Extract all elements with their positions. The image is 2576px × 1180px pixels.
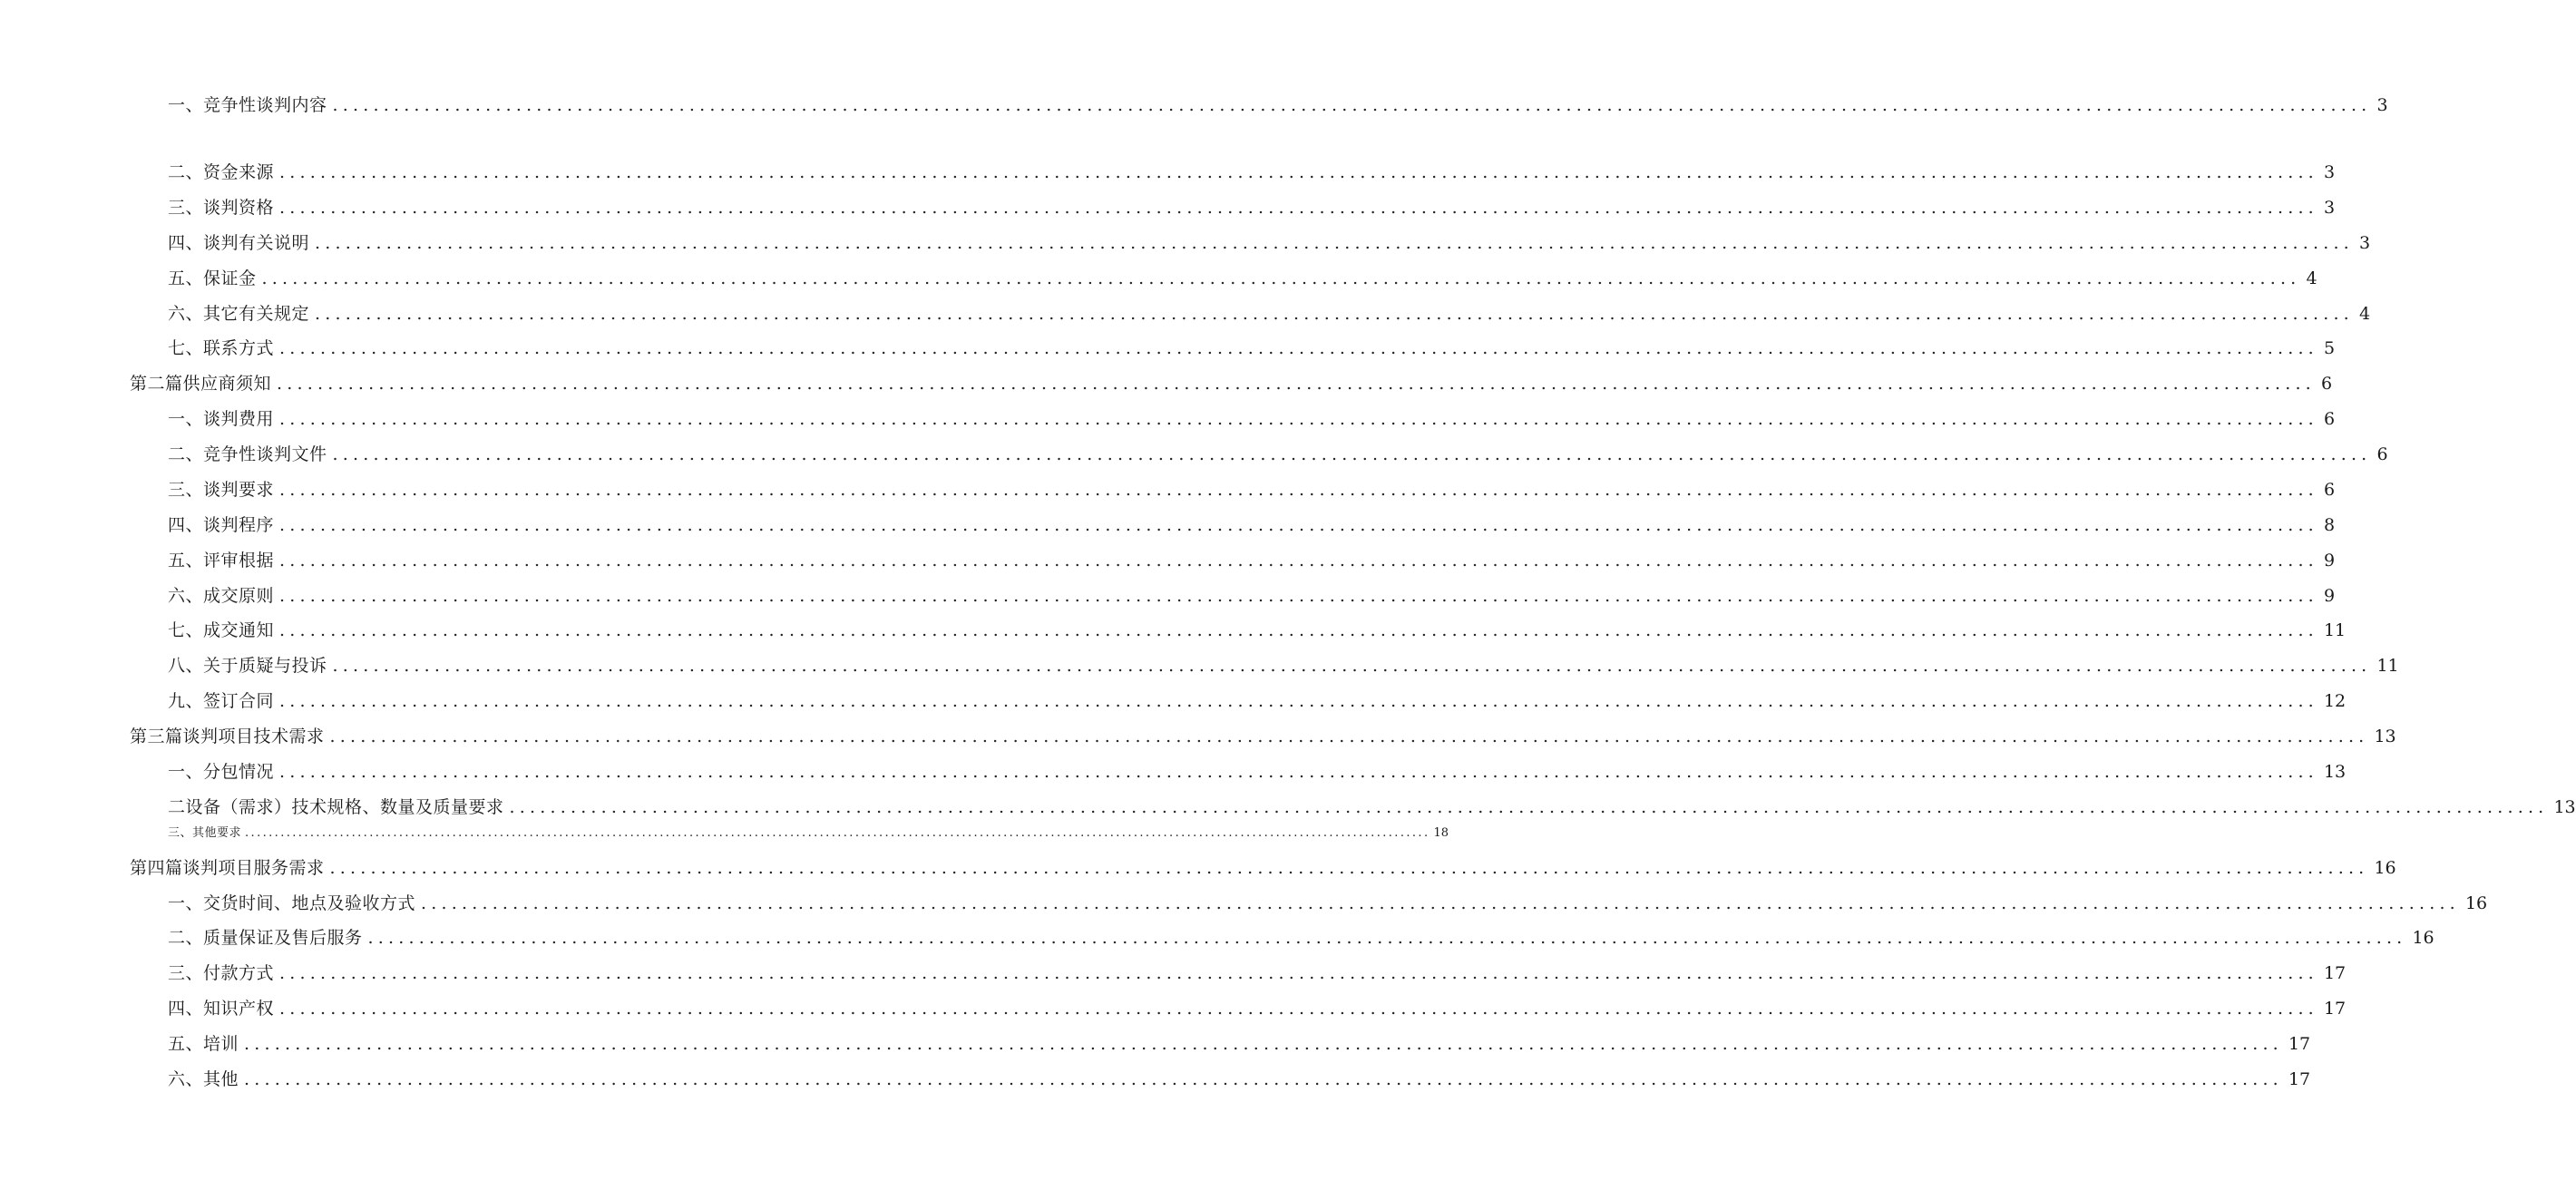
toc-entry-label: 二、竞争性谈判文件 <box>168 444 327 464</box>
toc-entry[interactable] <box>168 268 2317 289</box>
toc-dot-leader: ........................................................................................................................................................................................................ <box>332 656 2372 676</box>
toc-entry-page-number: 9 <box>2323 586 2336 606</box>
toc-entry-page-number: 17 <box>2288 1069 2311 1089</box>
toc-entry[interactable] <box>168 585 2336 607</box>
toc-entry-page-number: 13 <box>2323 762 2347 782</box>
toc-entry-page-number: 13 <box>2553 797 2576 817</box>
toc-dot-leader: ........................................................................................................................................................................................................ <box>279 198 2318 218</box>
toc-entry-page-number: 4 <box>2358 304 2371 324</box>
toc-dot-leader: ........................................................................................................................................................................................................ <box>279 551 2318 570</box>
toc-entry[interactable] <box>168 962 2347 984</box>
toc-entry-page-number: 11 <box>2376 656 2399 676</box>
toc-entry-label: 九、签订合同 <box>168 691 275 711</box>
toc-entry[interactable] <box>168 232 2371 254</box>
toc-entry-label: 六、其他 <box>168 1069 239 1089</box>
toc-entry-page-number: 6 <box>2320 374 2333 394</box>
toc-entry[interactable] <box>168 796 2576 818</box>
toc-entry-page-number: 3 <box>2358 233 2371 253</box>
toc-entry-label: 三、其他要求 <box>168 826 242 840</box>
toc-entry-label: 一、谈判费用 <box>168 409 275 429</box>
toc-entry-page-number: 16 <box>2464 893 2488 913</box>
toc-entry-page-number: 11 <box>2323 620 2347 640</box>
toc-entry[interactable] <box>168 303 2371 325</box>
toc-entry-label: 二、质量保证及售后服务 <box>168 928 363 948</box>
toc-entry-label: 八、关于质疑与投诉 <box>168 656 327 676</box>
toc-dot-leader: ........................................................................................................................................................................................................ <box>367 928 2407 948</box>
toc-entry[interactable] <box>168 998 2347 1019</box>
toc-entry-label: 第二篇供应商须知 <box>130 374 272 394</box>
toc-entry[interactable] <box>168 514 2336 536</box>
toc-entry[interactable] <box>168 197 2336 219</box>
toc-dot-leader: ........................................................................................................................................................................................................ <box>245 826 1430 840</box>
toc-entry-label: 四、知识产权 <box>168 999 275 1019</box>
toc-dot-leader: ........................................................................................................................................................................................................ <box>279 162 2318 182</box>
toc-entry-page-number: 17 <box>2288 1034 2311 1054</box>
toc-entry-page-number: 13 <box>2374 727 2396 746</box>
toc-dot-leader: ........................................................................................................................................................................................................ <box>279 999 2318 1019</box>
toc-entry-page-number: 3 <box>2323 198 2336 218</box>
toc-entry[interactable] <box>168 761 2347 783</box>
toc-entry-label: 二、资金来源 <box>168 162 275 182</box>
toc-entry-page-number: 5 <box>2323 338 2336 358</box>
toc-entry[interactable] <box>168 479 2336 501</box>
toc-entry-label: 六、其它有关规定 <box>168 304 310 324</box>
toc-entry[interactable] <box>168 655 2399 677</box>
toc-dot-leader: ........................................................................................................................................................................................................ <box>421 893 2460 913</box>
toc-entry-page-number: 4 <box>2306 268 2317 288</box>
toc-dot-leader: ........................................................................................................................................................................................................ <box>279 586 2318 606</box>
toc-entry-page-number: 3 <box>2376 95 2388 115</box>
toc-entry[interactable] <box>168 94 2388 116</box>
toc-entry[interactable] <box>168 892 2488 914</box>
toc-dot-leader: ........................................................................................................................................................................................................ <box>509 797 2549 817</box>
toc-entry-page-number: 3 <box>2323 162 2336 182</box>
toc-entry[interactable] <box>168 826 1449 841</box>
toc-entry-label: 一、分包情况 <box>168 762 275 782</box>
toc-dot-leader: ........................................................................................................................................................................................................ <box>244 1034 2283 1054</box>
toc-entry[interactable] <box>168 690 2347 712</box>
toc-entry-page-number: 17 <box>2323 999 2347 1019</box>
toc-entry[interactable] <box>168 1033 2311 1055</box>
toc-entry-page-number: 16 <box>2374 858 2396 878</box>
toc-dot-leader: ........................................................................................................................................................................................................ <box>279 963 2318 983</box>
toc-entry-page-number: 6 <box>2323 409 2336 429</box>
toc-entry-label: 一、交货时间、地点及验收方式 <box>168 893 416 913</box>
toc-dot-leader: ........................................................................................................................................................................................................ <box>279 338 2318 358</box>
toc-dot-leader: ........................................................................................................................................................................................................ <box>277 374 2316 394</box>
toc-entry[interactable] <box>168 550 2336 571</box>
toc-entry-label: 五、培训 <box>168 1034 239 1054</box>
toc-entry[interactable] <box>168 1068 2311 1090</box>
toc-entry-page-number: 6 <box>2323 480 2336 500</box>
toc-entry-page-number: 17 <box>2323 963 2347 983</box>
toc-entry[interactable] <box>130 857 2396 879</box>
toc-entry-label: 三、谈判资格 <box>168 198 275 218</box>
toc-entry-label: 六、成交原则 <box>168 586 275 606</box>
toc-dot-leader: ........................................................................................................................................................................................................ <box>279 762 2318 782</box>
toc-entry[interactable] <box>130 373 2333 395</box>
toc-dot-leader: ........................................................................................................................................................................................................ <box>279 409 2318 429</box>
toc-entry[interactable] <box>168 161 2336 183</box>
toc-entry-page-number: 18 <box>1433 826 1449 840</box>
toc-entry-label: 三、谈判要求 <box>168 480 275 500</box>
toc-entry-label: 四、谈判程序 <box>168 515 275 535</box>
toc-entry[interactable] <box>168 619 2347 641</box>
toc-entry-label: 二设备（需求）技术规格、数量及质量要求 <box>168 797 504 817</box>
toc-entry-label: 第四篇谈判项目服务需求 <box>130 858 325 878</box>
toc-entry[interactable] <box>168 927 2435 949</box>
toc-dot-leader: ........................................................................................................................................................................................................ <box>315 304 2354 324</box>
toc-entry[interactable] <box>168 408 2336 430</box>
toc-dot-leader: ........................................................................................................................................................................................................ <box>244 1069 2283 1089</box>
toc-dot-leader: ........................................................................................................................................................................................................ <box>315 233 2354 253</box>
toc-dot-leader: ........................................................................................................................................................................................................ <box>279 515 2318 535</box>
toc-entry[interactable] <box>130 726 2396 747</box>
toc-entry-label: 一、竞争性谈判内容 <box>168 95 327 115</box>
toc-dot-leader: ........................................................................................................................................................................................................ <box>279 480 2318 500</box>
toc-entry-label: 五、保证金 <box>168 268 257 288</box>
toc-entry-label: 三、付款方式 <box>168 963 275 983</box>
toc-dot-leader: ........................................................................................................................................................................................................ <box>261 268 2301 288</box>
toc-entry-label: 七、成交通知 <box>168 620 275 640</box>
toc-entry-label: 五、评审根据 <box>168 551 275 570</box>
toc-entry-page-number: 6 <box>2376 444 2388 464</box>
toc-entry-page-number: 12 <box>2323 691 2347 711</box>
toc-entry-label: 第三篇谈判项目技术需求 <box>130 727 325 746</box>
toc-dot-leader: ........................................................................................................................................................................................................ <box>332 95 2372 115</box>
toc-dot-leader: ........................................................................................................................................................................................................ <box>329 858 2369 878</box>
toc-entry-page-number: 16 <box>2412 928 2435 948</box>
toc-entry[interactable] <box>168 444 2388 465</box>
toc-entry[interactable] <box>168 337 2336 359</box>
toc-dot-leader: ........................................................................................................................................................................................................ <box>279 691 2318 711</box>
toc-dot-leader: ........................................................................................................................................................................................................ <box>329 727 2369 746</box>
toc-entry-page-number: 9 <box>2323 551 2336 570</box>
toc-entry-label: 七、联系方式 <box>168 338 275 358</box>
toc-dot-leader: ........................................................................................................................................................................................................ <box>279 620 2318 640</box>
toc-entry-page-number: 8 <box>2323 515 2336 535</box>
toc-entry-label: 四、谈判有关说明 <box>168 233 310 253</box>
toc-dot-leader: ........................................................................................................................................................................................................ <box>332 444 2372 464</box>
